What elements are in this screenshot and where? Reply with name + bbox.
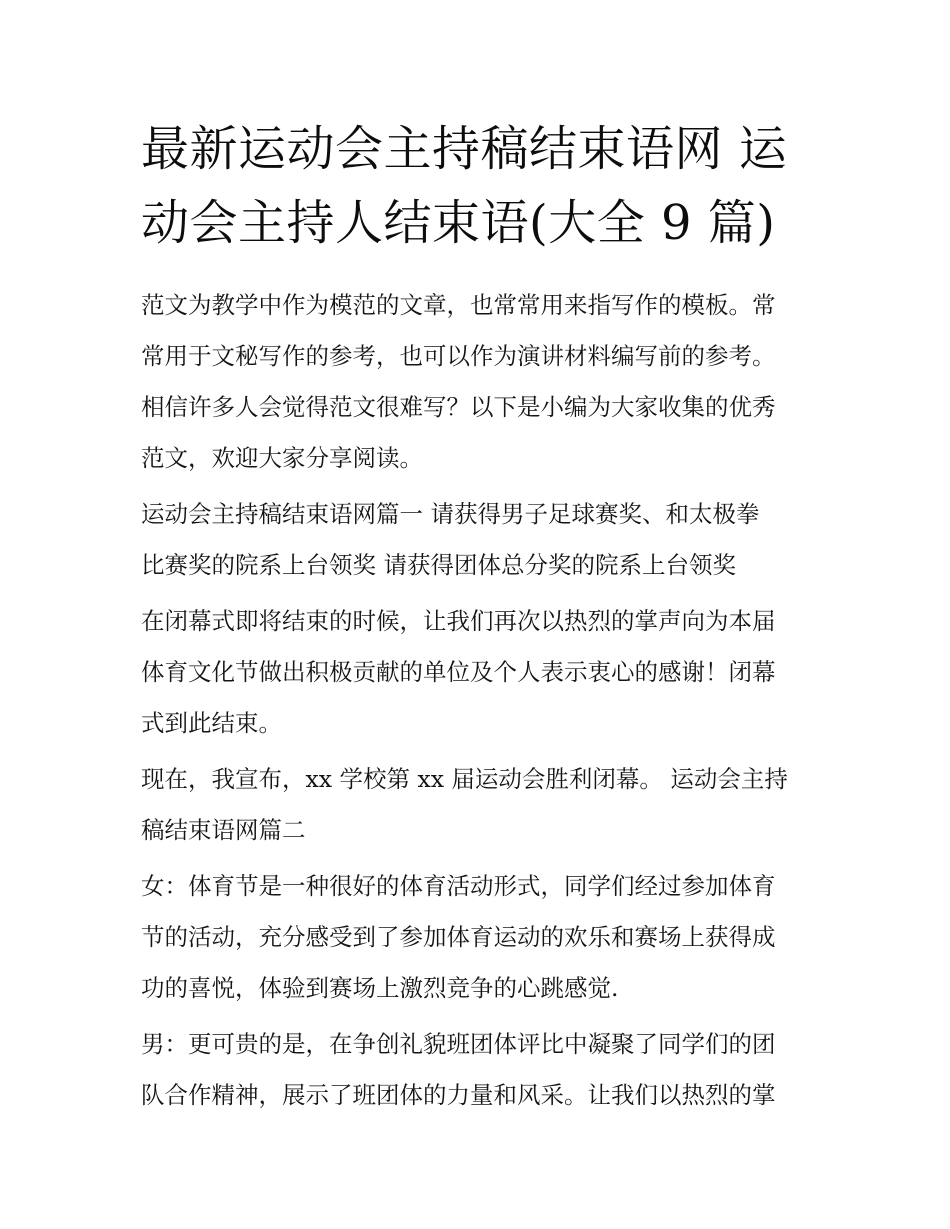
paragraph-line: 范文，欢迎大家分享阅读。: [141, 444, 423, 472]
paragraph-line: 体育文化节做出积极贡献的单位及个人表示衷心的感谢！闭幕: [141, 658, 776, 686]
paragraph-line: 功的喜悦，体验到赛场上激烈竞争的心跳感觉.: [141, 974, 619, 1002]
paragraph-line: 现在，我宣布，xx 学校第 xx 届运动会胜利闭幕。 运动会主持: [141, 765, 788, 793]
male-host-paragraph: [141, 1019, 821, 1121]
intro-paragraph: [141, 280, 821, 484]
document-body: [141, 280, 821, 1126]
paragraph-line: 常用于文秘写作的参考，也可以作为演讲材料编写前的参考。: [141, 342, 776, 370]
paragraph-line: 队合作精神，展示了班团体的力量和风采。让我们以热烈的掌: [141, 1081, 776, 1109]
document-title: [141, 112, 821, 260]
paragraph-line: 运动会主持稿结束语网篇一 请获得男子足球赛奖、和太极拳: [141, 500, 760, 528]
paragraph-line: 稿结束语网篇二: [141, 816, 306, 844]
female-host-paragraph: [141, 861, 821, 1014]
paragraph-line: 在闭幕式即将结束的时候，让我们再次以热烈的掌声向为本届: [141, 607, 776, 635]
title-line: 动会主持人结束语(大全 9 篇): [141, 195, 776, 251]
paragraph-line: 相信许多人会觉得范文很难写？以下是小编为大家收集的优秀: [141, 393, 776, 421]
section-one-paragraph: [141, 489, 821, 591]
paragraph-line: 比赛奖的院系上台领奖 请获得团体总分奖的院系上台领奖: [141, 551, 736, 579]
paragraph-line: 节的活动，充分感受到了参加体育运动的欢乐和赛场上获得成: [141, 923, 776, 951]
closing-thanks-paragraph: [141, 596, 821, 749]
paragraph-line: 式到此结束。: [141, 709, 282, 737]
paragraph-line: 范文为教学中作为模范的文章，也常常用来指写作的模板。常: [141, 291, 776, 319]
title-line: 最新运动会主持稿结束语网 运: [141, 121, 788, 177]
paragraph-line: 男：更可贵的是，在争创礼貌班团体评比中凝聚了同学们的团: [141, 1030, 776, 1058]
announcement-paragraph: [141, 754, 821, 856]
paragraph-line: 女：体育节是一种很好的体育活动形式，同学们经过参加体育: [141, 872, 776, 900]
